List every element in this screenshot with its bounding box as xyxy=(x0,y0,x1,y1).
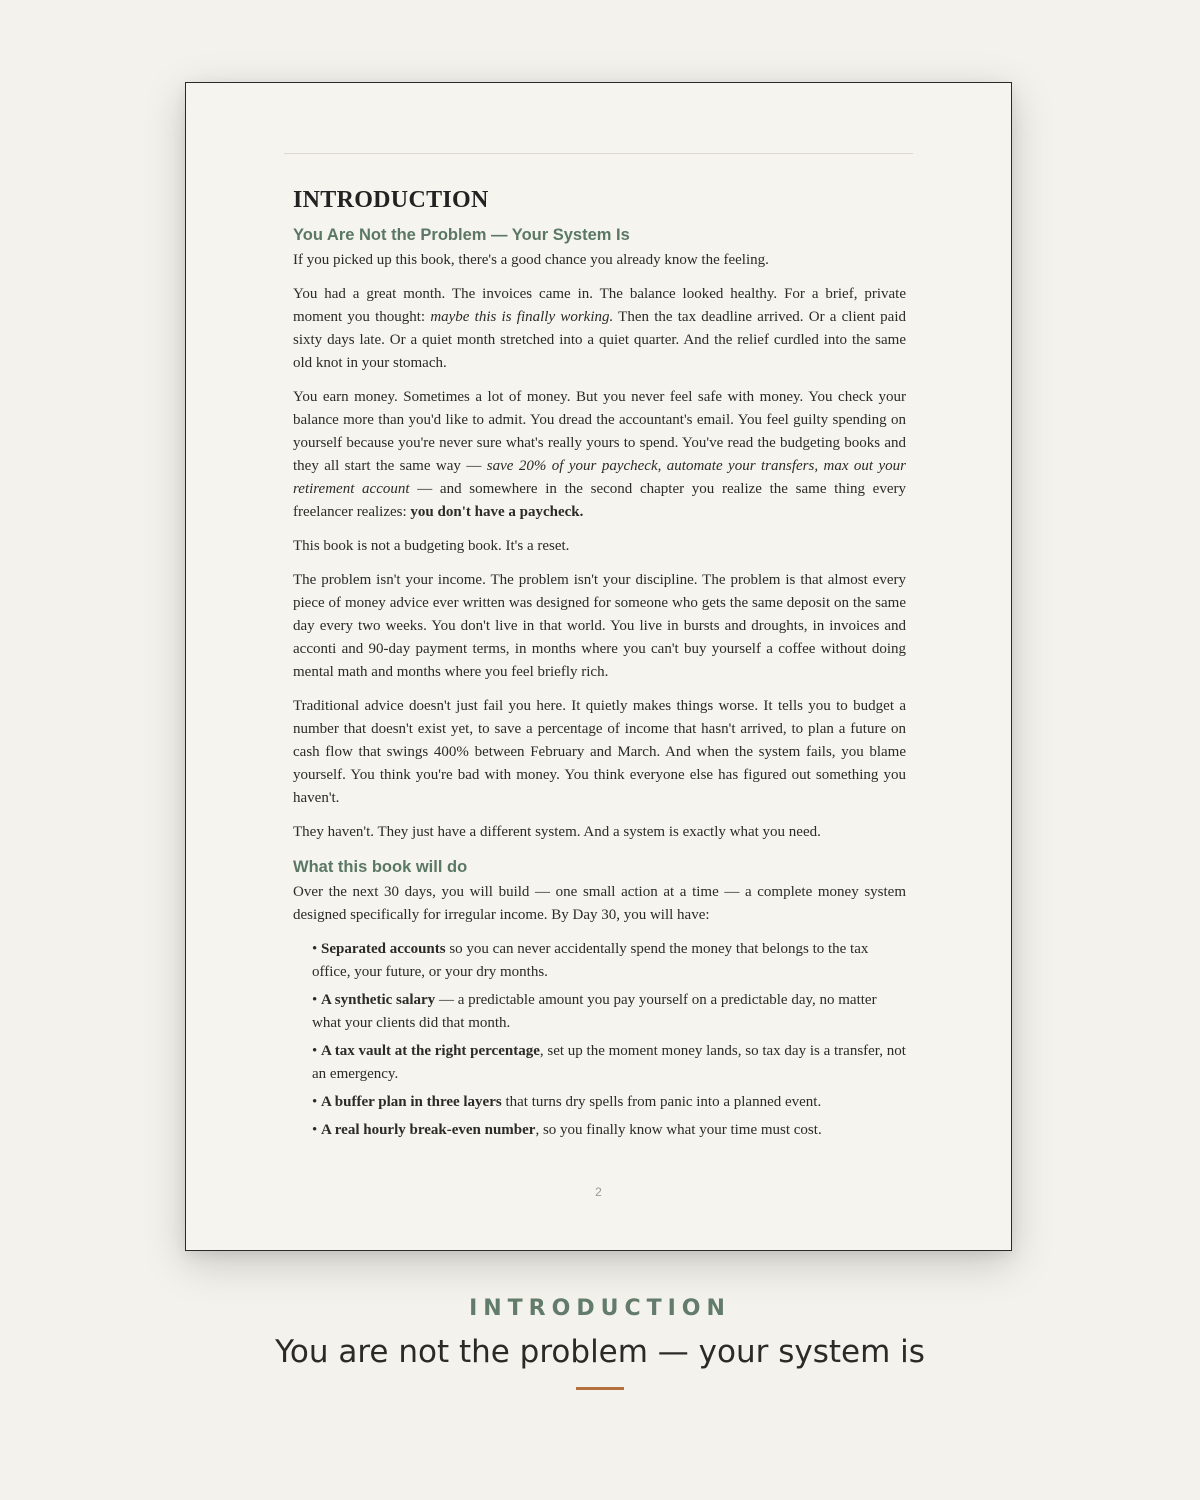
italic-text: maybe this is finally working. xyxy=(430,309,614,325)
text-run: — a predictable amount you pay yourself on a predictable day, no matter what your clients did that month. xyxy=(312,992,877,1031)
text-run: Then the tax deadline arrived. Or a client paid sixty days late. Or a quiet month stretched into a quiet quarter. And the relief curdled into the same old knot in your stomach. xyxy=(293,309,907,371)
bold-text: A real hourly break-even number xyxy=(321,1122,536,1138)
bold-text: A buffer plan in three layers xyxy=(321,1094,502,1110)
benefit-list xyxy=(293,938,906,1142)
body-paragraph xyxy=(293,249,906,272)
text-run: You had a great month. The invoices came in. The balance looked healthy. For a brief, private moment you thought: xyxy=(293,286,906,325)
text-run: that turns dry spells from panic into a planned event. xyxy=(501,1094,822,1110)
caption-underline xyxy=(576,1387,624,1390)
body-paragraph xyxy=(293,695,906,810)
caption-title: You are not the problem — your system is xyxy=(275,1334,925,1370)
text-run: — and somewhere in the second chapter you realize the same thing every freelancer realizes: xyxy=(293,481,906,520)
list-item xyxy=(312,1091,906,1114)
body-paragraph xyxy=(293,821,906,844)
body-paragraph xyxy=(293,386,906,524)
body-paragraph xyxy=(293,283,906,375)
top-divider xyxy=(284,153,913,154)
caption-kicker: INTRODUCTION xyxy=(469,1296,731,1321)
text-run: • xyxy=(312,1122,322,1138)
bold-text: A synthetic salary xyxy=(321,992,436,1008)
text-run: Over the next 30 days, you will build — one small action at a time — a complete money system designed specifically for irregular income. By Day 30, you will have: xyxy=(293,884,906,923)
text-run: • xyxy=(312,1094,322,1110)
bold-text: you don't have a paycheck. xyxy=(410,504,584,520)
list-item xyxy=(312,1040,906,1086)
bold-text: A tax vault at the right percentage xyxy=(321,1043,540,1059)
italic-text: save 20% of your paycheck, automate your transfers, max out your retirement account xyxy=(293,458,907,497)
text-run: , set up the moment money lands, so tax day is a transfer, not an emergency. xyxy=(312,1043,906,1082)
body-paragraphs xyxy=(293,249,906,844)
page-content xyxy=(293,187,906,1147)
text-run: • xyxy=(312,992,322,1008)
text-run: • xyxy=(312,1043,322,1059)
bold-text: Separated accounts xyxy=(321,941,446,957)
section-heading: What this book will do xyxy=(293,858,468,876)
text-run: so you can never accidentally spend the money that belongs to the tax office, your future, or your dry months. xyxy=(312,941,869,980)
text-run: • xyxy=(312,941,322,957)
text-run: This book is not a budgeting book. It's a reset. xyxy=(293,538,570,554)
text-run: You earn money. Sometimes a lot of money. But you never feel safe with money. You check your balance more than you'd like to admit. You dread the accountant's email. You feel guilty spending on yourself because you're never sure what's really yours to spend. You've read the budgeting books and they all start the same way — xyxy=(293,389,906,474)
list-item xyxy=(312,938,906,984)
chapter-heading: INTRODUCTION xyxy=(293,187,489,213)
section-intro xyxy=(293,881,906,927)
chapter-subheading: You Are Not the Problem — Your System Is xyxy=(293,226,630,244)
page-number: 2 xyxy=(595,1185,602,1199)
text-run: , so you finally know what your time must cost. xyxy=(535,1122,822,1138)
text-run: Traditional advice doesn't just fail you here. It quietly makes things worse. It tells you to budget a number that doesn't exist yet, to save a percentage of income that hasn't arrived, to plan a future on cash flow that swings 400% between February and March. And when the system fails, you blame yourself. You think you're bad with money. You think everyone else has figured out something you haven't. xyxy=(293,698,906,806)
text-run: They haven't. They just have a different system. And a system is exactly what you need. xyxy=(293,824,821,840)
list-item xyxy=(312,989,906,1035)
body-paragraph xyxy=(293,535,906,558)
body-paragraph xyxy=(293,881,906,927)
text-run: If you picked up this book, there's a good chance you already know the feeling. xyxy=(293,252,769,268)
text-run: The problem isn't your income. The problem isn't your discipline. The problem is that almost every piece of money advice ever written was designed for someone who gets the same deposit on the same day every two weeks. You don't live in that world. You live in bursts and droughts, in invoices and acconti and 90-day payment terms, in months where you can't buy yourself a coffee without doing mental math and months where you feel briefly rich. xyxy=(293,572,906,680)
book-page xyxy=(185,82,1012,1251)
body-paragraph xyxy=(293,569,906,684)
list-item xyxy=(312,1119,906,1142)
